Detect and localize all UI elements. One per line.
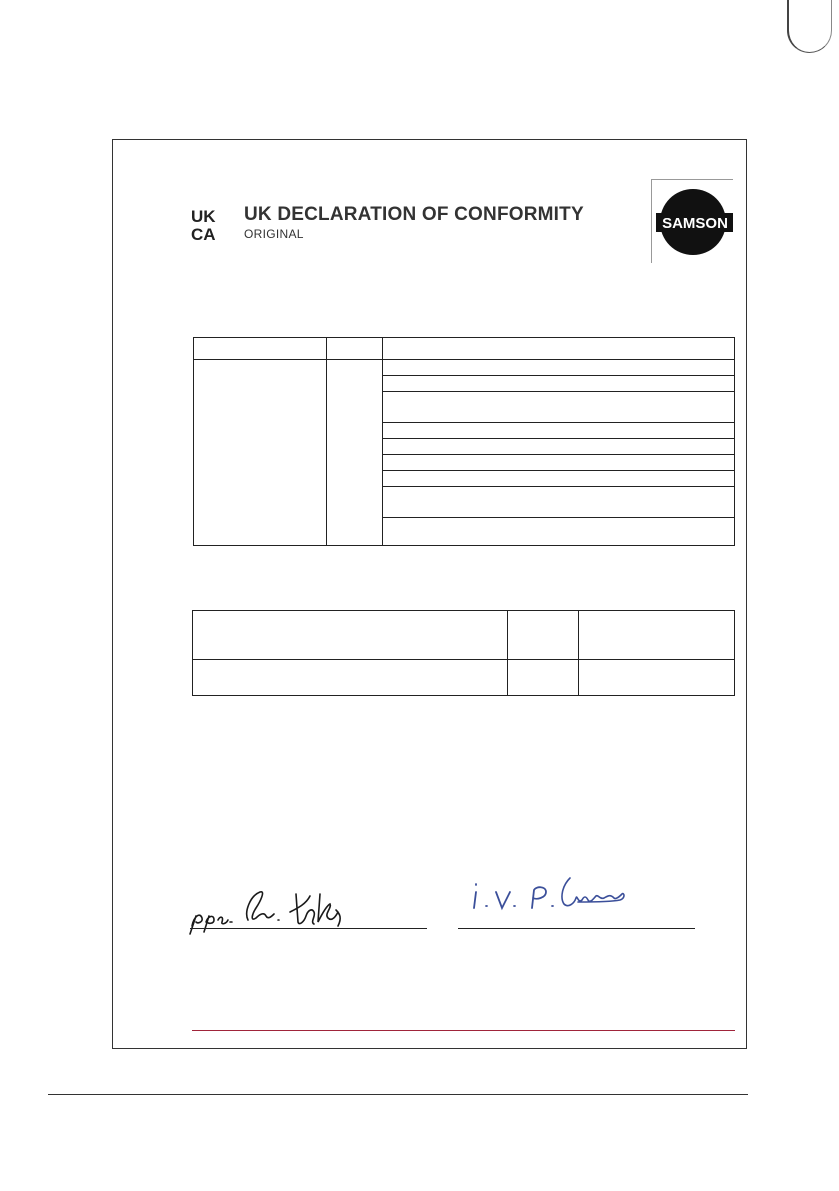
accent-rule bbox=[192, 1030, 735, 1031]
ukca-mark-bottom: CA bbox=[191, 225, 216, 241]
document-subtitle: ORIGINAL bbox=[244, 227, 304, 241]
ukca-mark-top: UK bbox=[191, 207, 216, 226]
table-header-divider bbox=[194, 359, 734, 360]
table-row-divider bbox=[382, 517, 734, 518]
samson-logo-icon bbox=[652, 180, 733, 263]
table-col-divider bbox=[507, 611, 508, 695]
table-row-divider bbox=[382, 391, 734, 392]
ukca-mark bbox=[191, 207, 225, 241]
table-row-divider bbox=[382, 438, 734, 439]
page-corner-tab bbox=[787, 0, 832, 53]
table-row-divider bbox=[193, 659, 734, 660]
signature-line-left bbox=[190, 928, 427, 929]
table-col-divider bbox=[382, 338, 383, 545]
standards-table bbox=[192, 610, 735, 696]
table-col-divider bbox=[578, 611, 579, 695]
product-table bbox=[193, 337, 735, 546]
table-row-divider bbox=[382, 486, 734, 487]
table-row-divider bbox=[382, 422, 734, 423]
table-row-divider bbox=[382, 470, 734, 471]
table-row-divider bbox=[382, 454, 734, 455]
table-col-divider bbox=[326, 338, 327, 545]
table-row-divider bbox=[382, 375, 734, 376]
signature-right bbox=[470, 864, 630, 916]
document-title: UK DECLARATION OF CONFORMITY bbox=[244, 204, 584, 225]
logo-text: SAMSON bbox=[662, 215, 728, 232]
signature-line-right bbox=[458, 928, 695, 929]
footer-rule bbox=[48, 1094, 748, 1095]
company-logo bbox=[651, 179, 733, 263]
